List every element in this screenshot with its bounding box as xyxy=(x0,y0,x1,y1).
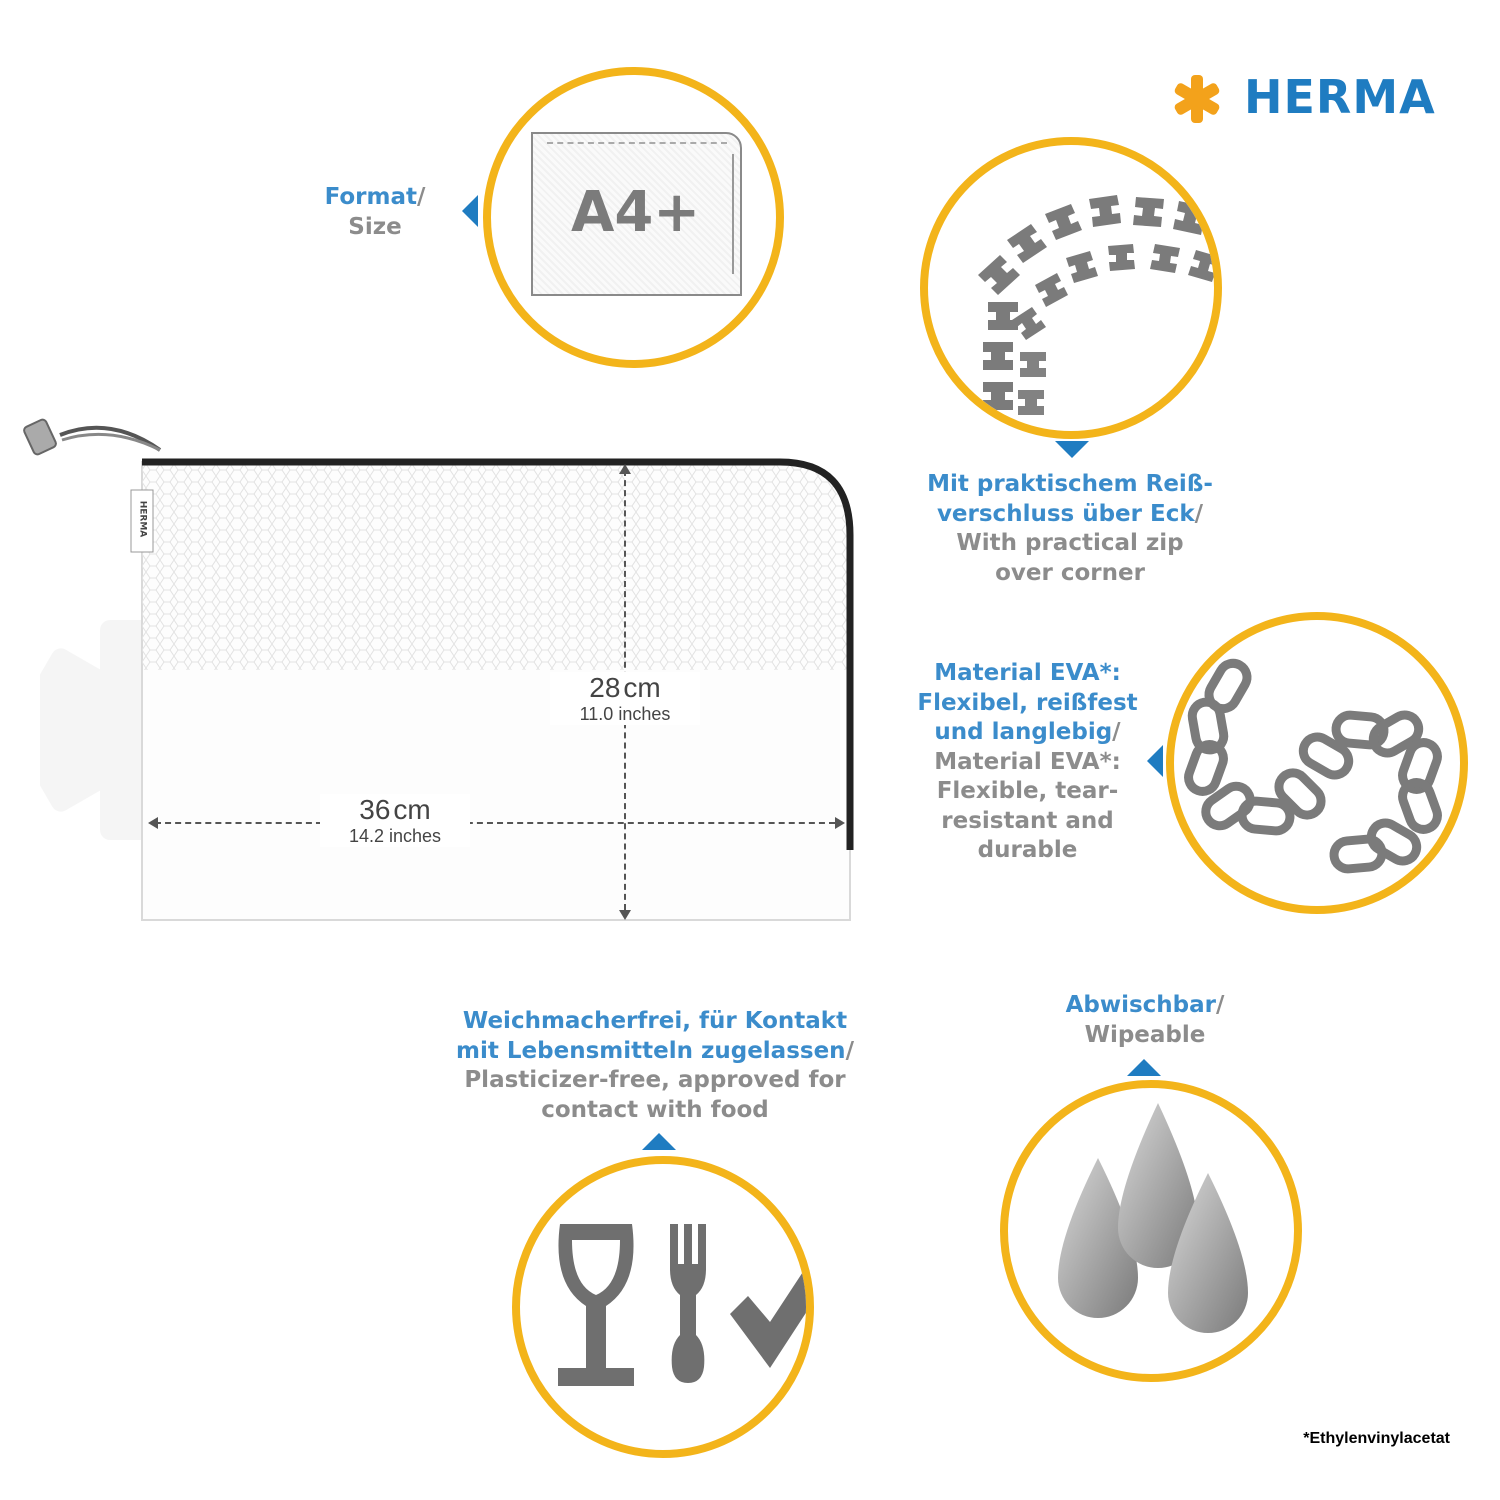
food-label-en-2: contact with food xyxy=(541,1096,769,1123)
height-inches: 11.0 inches xyxy=(579,704,671,724)
food-circle xyxy=(512,1156,814,1458)
zip-label-en-1: With practical zip xyxy=(956,530,1184,556)
height-dimension-label xyxy=(550,672,700,725)
material-caption xyxy=(885,659,1170,866)
width-dimension-label xyxy=(320,794,470,847)
zipper-circle xyxy=(920,137,1222,439)
mesh-bag-image xyxy=(20,410,870,930)
footnote: *Ethylenvinylacetat xyxy=(1303,1430,1450,1447)
format-circle xyxy=(483,67,784,368)
material-label-en-1: Material EVA*: xyxy=(934,748,1121,775)
herma-logo xyxy=(1170,72,1450,126)
material-label-de-1: Material EVA*: xyxy=(934,660,1121,686)
format-label-en: Size xyxy=(348,213,402,240)
slash: / xyxy=(1194,500,1204,527)
food-label-de-1: Weichmacherfrei, für Kontakt xyxy=(462,1008,848,1034)
bag-tag-label: HERMA xyxy=(137,500,148,538)
glass-fork-check-icon xyxy=(520,1164,806,1450)
pointer-arrow-up xyxy=(642,1133,676,1150)
zip-label-de-1: Mit praktischem Reiß- xyxy=(927,471,1213,497)
arrow-head xyxy=(619,464,631,474)
zip-label-en-2: over corner xyxy=(995,559,1145,586)
width-dimension-line xyxy=(155,822,835,824)
material-label-en-2: Flexible, tear- xyxy=(936,778,1119,804)
herma-wordmark: HERMA xyxy=(1244,70,1436,124)
wipe-label-en: Wipeable xyxy=(1084,1021,1206,1048)
food-label-de-2: mit Lebensmitteln zugelassen xyxy=(456,1037,846,1064)
herma-asterisk-icon xyxy=(1170,72,1224,126)
height-cm: 28 xyxy=(589,672,621,703)
format-caption xyxy=(300,183,450,242)
zip-caption xyxy=(880,470,1260,588)
material-label-en-4: durable xyxy=(977,837,1078,863)
material-label-en-3: resistant and xyxy=(941,807,1114,834)
material-label-de-2: Flexibel, reißfest xyxy=(917,689,1138,716)
slash: / xyxy=(1216,992,1225,1018)
width-inches: 14.2 inches xyxy=(348,826,442,846)
slash: / xyxy=(417,184,426,210)
water-drops-icon xyxy=(1008,1088,1294,1374)
pointer-arrow-right xyxy=(1147,745,1163,777)
zipper-icon xyxy=(928,145,1218,435)
wipe-caption xyxy=(1000,991,1290,1050)
food-label-en-1: Plasticizer-free, approved for xyxy=(464,1067,846,1093)
document-icon xyxy=(531,132,742,296)
material-label-de-3: und langlebig xyxy=(934,719,1113,745)
width-cm: 36 xyxy=(359,794,391,825)
pointer-arrow-down xyxy=(1055,441,1089,458)
slash: / xyxy=(845,1037,854,1064)
wipe-label-de: Abwischbar xyxy=(1065,992,1216,1018)
height-unit: cm xyxy=(623,672,661,703)
format-label-de: Format xyxy=(324,184,417,210)
arrow-head xyxy=(835,817,845,829)
zip-label-de-2: verschluss über Eck xyxy=(936,500,1195,527)
width-unit: cm xyxy=(393,794,431,825)
drops-circle xyxy=(1000,1080,1302,1382)
arrow-head xyxy=(619,910,631,920)
format-badge: A4+ xyxy=(571,180,701,245)
chain-circle xyxy=(1166,612,1468,914)
pointer-arrow-up xyxy=(1127,1059,1161,1076)
slash: / xyxy=(1112,719,1121,745)
arrow-head xyxy=(148,817,158,829)
pointer-arrow-right xyxy=(462,195,478,227)
food-caption xyxy=(430,1007,880,1125)
chain-icon xyxy=(1174,620,1460,906)
